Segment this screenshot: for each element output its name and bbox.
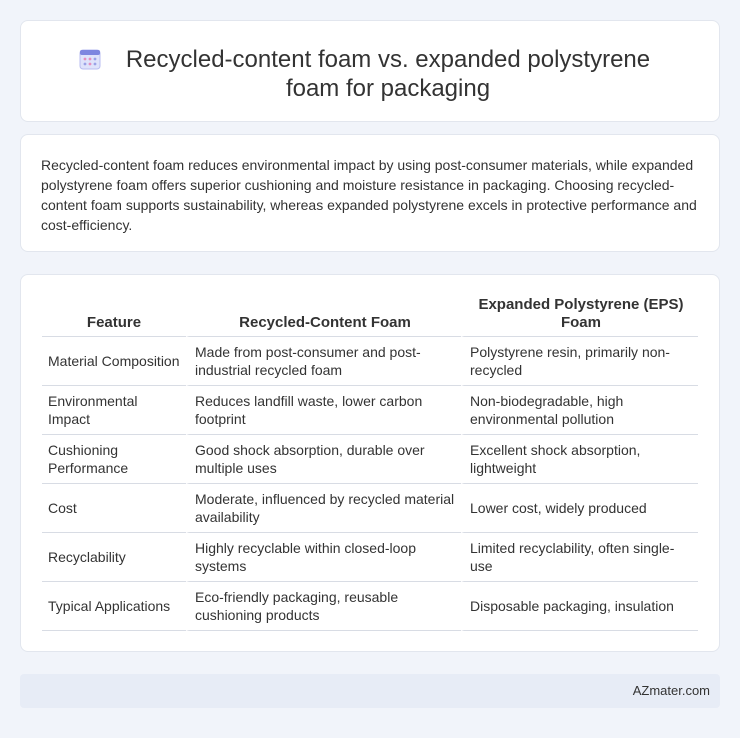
eps-cell: Disposable packaging, insulation <box>461 582 698 631</box>
feature-cell: Recyclability <box>42 533 186 582</box>
table-row <box>42 582 698 631</box>
recycled-cell: Reduces landfill waste, lower carbon footprint <box>186 386 461 435</box>
feature-cell: Environmental Impact <box>42 386 186 435</box>
recycled-cell: Made from post-consumer and post-industrial recycled foam <box>186 337 461 386</box>
summary-text: Recycled-content foam reduces environmental impact by using post-consumer materials, while expanded polystyrene foam offers superior cushioning and moisture resistance in packaging. Choosing recycled-content foam supports sustainability, whereas expanded polystyrene excels in protective performance and cost-efficiency. <box>41 157 697 233</box>
feature-cell: Cushioning Performance <box>42 435 186 484</box>
footer-bar <box>20 674 720 708</box>
header-recycled-content-foam: Recycled-Content Foam <box>186 296 461 337</box>
summary-card <box>20 134 720 252</box>
eps-cell: Non-biodegradable, high environmental pollution <box>461 386 698 435</box>
recycled-cell: Moderate, influenced by recycled material availability <box>186 484 461 533</box>
table-row <box>42 435 698 484</box>
feature-cell: Typical Applications <box>42 582 186 631</box>
table-row <box>42 386 698 435</box>
recycled-cell: Good shock absorption, durable over multiple uses <box>186 435 461 484</box>
eps-cell: Polystyrene resin, primarily non-recycled <box>461 337 698 386</box>
eps-cell: Limited recyclability, often single-use <box>461 533 698 582</box>
footer-brand[interactable]: AZmater.com <box>632 683 710 698</box>
comparison-table <box>42 296 698 631</box>
comparison-table-card <box>20 274 720 652</box>
recycled-cell: Highly recyclable within closed-loop systems <box>186 533 461 582</box>
title-card <box>20 20 720 122</box>
eps-cell: Lower cost, widely produced <box>461 484 698 533</box>
table-row <box>42 484 698 533</box>
table-header-row <box>42 296 698 337</box>
header-feature: Feature <box>42 296 186 337</box>
feature-cell: Material Composition <box>42 337 186 386</box>
page-title: Recycled-content foam vs. expanded polystyrene foam for packaging <box>125 46 651 102</box>
table-row <box>42 533 698 582</box>
recycled-cell: Eco-friendly packaging, reusable cushioning products <box>186 582 461 631</box>
table-row <box>42 337 698 386</box>
header-eps-foam: Expanded Polystyrene (EPS) Foam <box>461 296 698 337</box>
feature-cell: Cost <box>42 484 186 533</box>
eps-cell: Excellent shock absorption, lightweight <box>461 435 698 484</box>
